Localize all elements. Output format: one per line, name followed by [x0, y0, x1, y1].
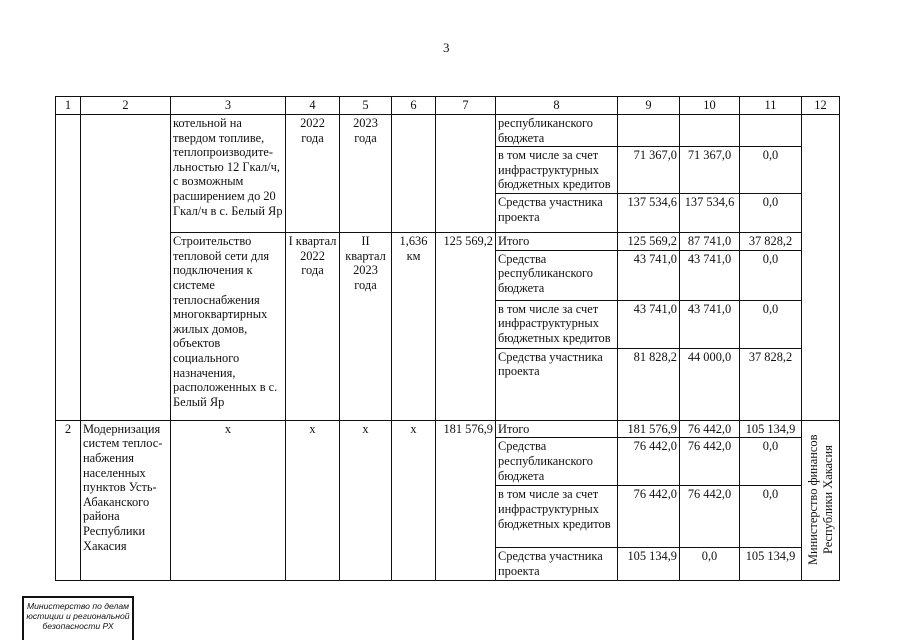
block3-v10-4: 0,0: [680, 548, 740, 580]
block3-v11-3: 0,0: [740, 486, 802, 548]
block2-description: Строительство тепловой сети для подключения к системе теплоснабжения многоквартирных жилых домов, объектов социального назначения, расположенных в с. Белый Яр: [171, 233, 286, 421]
cell-num-empty: [56, 115, 81, 421]
block1-v9-2: 71 367,0: [618, 147, 680, 194]
block2-v10-4: 44 000,0: [680, 348, 740, 420]
block3-v9-2: 76 442,0: [618, 438, 680, 486]
block3-v10-3: 76 442,0: [680, 486, 740, 548]
block1-start: 2022 года: [286, 115, 340, 233]
col-header-9: 9: [618, 97, 680, 115]
block3-number: 2: [56, 420, 81, 580]
block1-v9-1: [618, 115, 680, 147]
table-row: [56, 233, 840, 251]
block1-description: котельной на твердом топливе, теплопроизводите-льностью 12 Гкал/ч, с возможным расширением до 20 Гкал/ч в с. Белый Яр: [171, 115, 286, 233]
block1-v11-2: 0,0: [740, 147, 802, 194]
block1-v10-1: [680, 115, 740, 147]
col-header-3: 3: [171, 97, 286, 115]
stamp-line-1: Министерство по делам: [26, 601, 130, 611]
block1-v10-2: 71 367,0: [680, 147, 740, 194]
block1-total: [436, 115, 496, 233]
block3-v11-2: 0,0: [740, 438, 802, 486]
registration-stamp: [22, 596, 134, 640]
block3-source-2: Средства республиканского бюджета: [496, 438, 618, 486]
col-header-5: 5: [340, 97, 392, 115]
block2-source-3: в том числе за счет инфраструктурных бюджетных кредитов: [496, 300, 618, 348]
block1-end: 2023 года: [340, 115, 392, 233]
block3-v11-4: 105 134,9: [740, 548, 802, 580]
stamp-line-3: безопасности РХ: [42, 621, 114, 631]
cell-name-empty: [81, 115, 171, 421]
table-row: [56, 115, 840, 147]
block2-source-2: Средства республиканского бюджета: [496, 250, 618, 300]
block2-total: 125 569,2: [436, 233, 496, 421]
block2-source-4: Средства участника проекта: [496, 348, 618, 420]
block2-v10-2: 43 741,0: [680, 250, 740, 300]
block2-v9-1: 125 569,2: [618, 233, 680, 251]
col-header-7: 7: [436, 97, 496, 115]
block3-name: Модернизация систем теплос-набжения населенных пунктов Усть-Абаканского района Республики Хакасия: [81, 420, 171, 580]
block3-source-1: Итого: [496, 420, 618, 438]
block1-v9-3: 137 534,6: [618, 194, 680, 233]
block2-v11-1: 37 828,2: [740, 233, 802, 251]
block2-v9-2: 43 741,0: [618, 250, 680, 300]
block1-capacity: [392, 115, 436, 233]
page-number: 3: [443, 40, 450, 55]
header-row: [56, 97, 840, 115]
block1-v11-3: 0,0: [740, 194, 802, 233]
block2-v11-4: 37 828,2: [740, 348, 802, 420]
block3-executor: Министерство финансов Республики Хакасия: [805, 434, 835, 566]
block1-v10-3: 137 534,6: [680, 194, 740, 233]
block2-source-1: Итого: [496, 233, 618, 251]
block3-v9-1: 181 576,9: [618, 420, 680, 438]
block3-v9-3: 76 442,0: [618, 486, 680, 548]
block3-v10-2: 76 442,0: [680, 438, 740, 486]
block1-v11-1: [740, 115, 802, 147]
block3-v9-4: 105 134,9: [618, 548, 680, 580]
block2-v9-3: 43 741,0: [618, 300, 680, 348]
block3-v11-1: 105 134,9: [740, 420, 802, 438]
block3-source-4: Средства участника проекта: [496, 548, 618, 580]
col-header-1: 1: [56, 97, 81, 115]
col-header-12: 12: [802, 97, 840, 115]
block2-v11-3: 0,0: [740, 300, 802, 348]
col-header-11: 11: [740, 97, 802, 115]
block1-source-2: в том числе за счет инфраструктурных бюджетных кредитов: [496, 147, 618, 194]
block3-v10-1: 76 442,0: [680, 420, 740, 438]
block2-v10-3: 43 741,0: [680, 300, 740, 348]
col-header-8: 8: [496, 97, 618, 115]
block3-c3: х: [171, 420, 286, 580]
cell-executor-empty: [802, 115, 840, 421]
block2-v10-1: 87 741,0: [680, 233, 740, 251]
stamp-line-2: юстиции и региональной: [26, 611, 130, 621]
budget-table: [55, 96, 840, 581]
col-header-4: 4: [286, 97, 340, 115]
table-row: [56, 420, 840, 438]
block3-c6: х: [392, 420, 436, 580]
col-header-6: 6: [392, 97, 436, 115]
block1-source-3: Средства участника проекта: [496, 194, 618, 233]
block3-source-3: в том числе за счет инфраструктурных бюджетных кредитов: [496, 486, 618, 548]
block3-c4: х: [286, 420, 340, 580]
block3-executor-cell: [802, 420, 840, 580]
block3-c5: х: [340, 420, 392, 580]
col-header-10: 10: [680, 97, 740, 115]
block2-end: II квартал 2023 года: [340, 233, 392, 421]
block1-source-1: республиканского бюджета: [496, 115, 618, 147]
block3-total: 181 576,9: [436, 420, 496, 580]
col-header-2: 2: [81, 97, 171, 115]
block2-capacity: 1,636 км: [392, 233, 436, 421]
block2-start: I квартал 2022 года: [286, 233, 340, 421]
block2-v9-4: 81 828,2: [618, 348, 680, 420]
block2-v11-2: 0,0: [740, 250, 802, 300]
